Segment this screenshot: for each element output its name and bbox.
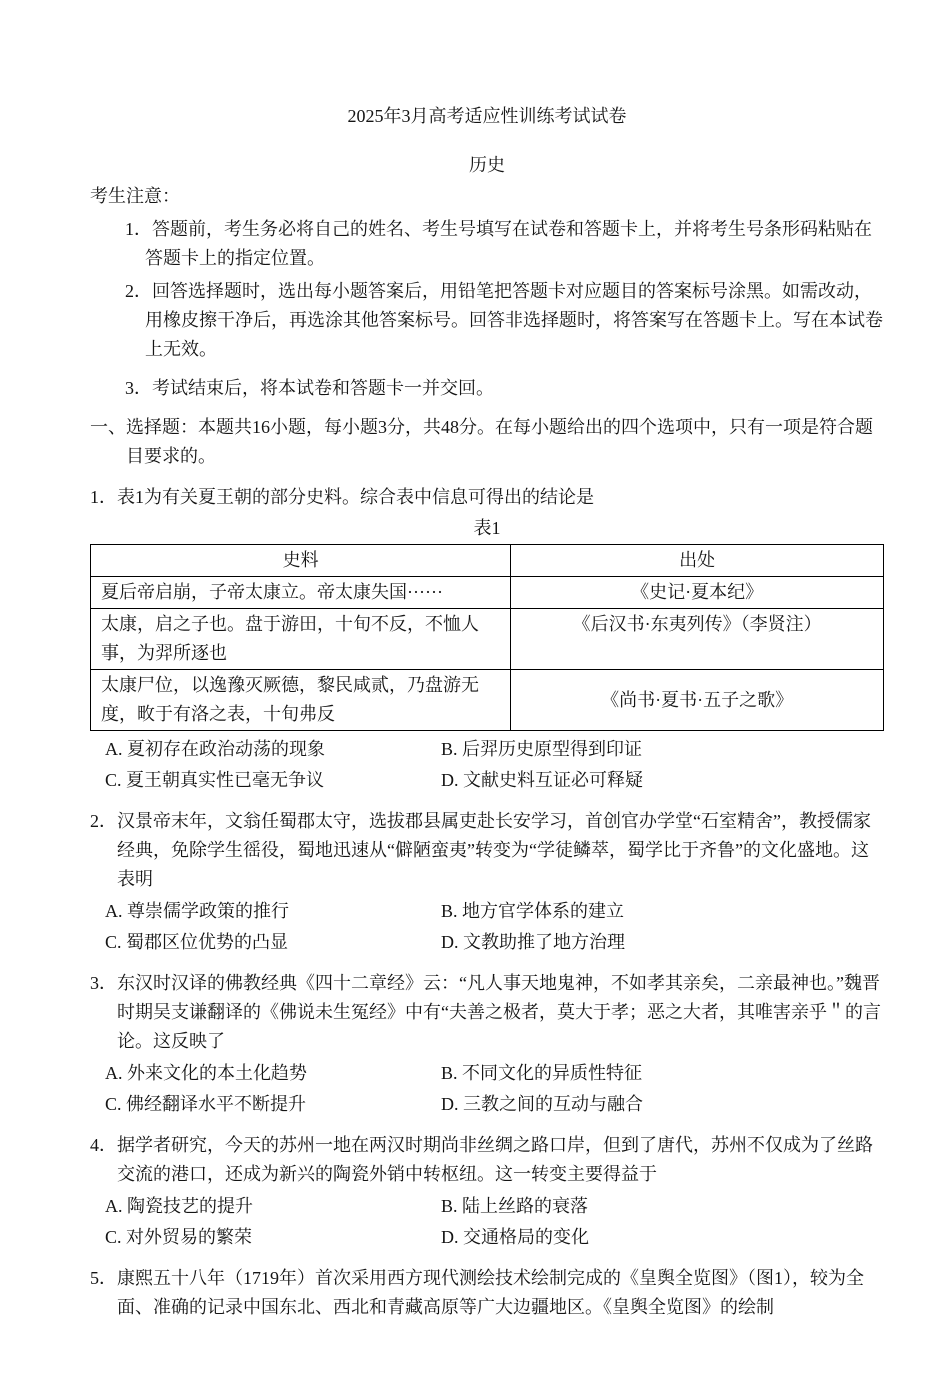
question-number: 4． [90, 1135, 117, 1155]
question-4-stem [90, 1131, 884, 1189]
question-3-stem [90, 969, 884, 1056]
question-2-options [90, 897, 884, 957]
option-c: C. 对外贸易的繁荣 [105, 1227, 253, 1247]
question-text: 表1为有关夏王朝的部分史料。综合表中信息可得出的结论是 [117, 487, 594, 507]
question-text: 据学者研究，今天的苏州一地在两汉时期尚非丝绸之路口岸，但到了唐代，苏州不仅成为了丝路交流的港口，还成为新兴的陶瓷外销中转枢纽。这一转变主要得益于 [117, 1135, 873, 1184]
question-1-stem [90, 483, 884, 512]
table-row [91, 577, 884, 609]
table-header-source: 史料 [91, 545, 511, 577]
option-b: B. 后羿历史原型得到印证 [441, 739, 643, 759]
question-text: 康熙五十八年（1719年）首次采用西方现代测绘技术绘制完成的《皇舆全览图》（图1），较为全面、准确的记录中国东北、西北和青藏高原等广大边疆地区。《皇舆全览图》的绘制 [117, 1268, 864, 1317]
table-row [91, 609, 884, 670]
option-b: B. 陆上丝路的衰落 [441, 1196, 589, 1216]
option-c: C. 夏王朝真实性已毫无争议 [105, 770, 325, 790]
option-d: D. 三教之间的互动与融合 [441, 1094, 643, 1114]
option-a: A. 外来文化的本土化趋势 [105, 1063, 307, 1083]
option-d: D. 交通格局的变化 [441, 1227, 589, 1247]
table-cell-source: 太康尸位，以逸豫灭厥德，黎民咸贰，乃盘游无度，畋于有洛之表，十旬弗反 [91, 670, 511, 731]
question-2 [90, 807, 884, 957]
question-2-stem [90, 807, 884, 894]
question-text: 东汉时汉译的佛教经典《四十二章经》云：“凡人事天地鬼神，不如孝其亲矣，二亲最神也。”魏晋时期吴支谦翻译的《佛说未生冤经》中有“夫善之极者，莫大于孝；恶之大者，其唯害亲乎＂的言论。这反映了 [117, 973, 881, 1051]
option-b: B. 地方官学体系的建立 [441, 901, 625, 921]
exam-title: 2025年3月高考适应性训练考试试卷 [347, 106, 627, 126]
question-number: 2． [90, 811, 117, 831]
question-text: 汉景帝末年，文翁任蜀郡太守，选拔郡县属吏赴长安学习，首创官办学堂“石室精舍”，教授儒家经典，免除学生徭役，蜀地迅速从“僻陋蛮夷”转变为“学徒鳞萃，蜀学比于齐鲁”的文化盛地。这表明 [117, 811, 871, 889]
question-5 [90, 1264, 884, 1322]
notice-item-1: 1．答题前，考生务必将自己的姓名、考生号填写在试卷和答题卡上，并将考生号条形码粘贴在答题卡上的指定位置。 [125, 219, 872, 268]
option-a: A. 夏初存在政治动荡的现象 [105, 739, 325, 759]
table-cell-origin: 《尚书·夏书·五子之歌》 [511, 670, 884, 731]
question-number: 3． [90, 973, 117, 993]
table-caption: 表1 [473, 518, 501, 538]
notice-heading: 考生注意： [90, 186, 180, 206]
table-cell-source: 太康，启之子也。盘于游田，十旬不反，不恤人事，为羿所逐也 [91, 609, 511, 670]
question-4-options [90, 1192, 884, 1252]
question-3-options [90, 1059, 884, 1119]
candidate-notice [90, 182, 884, 403]
table-cell-origin: 《后汉书·东夷列传》（李贤注） [511, 609, 884, 670]
option-a: A. 陶瓷技艺的提升 [105, 1196, 253, 1216]
question-1-options [90, 735, 884, 795]
option-c: C. 蜀郡区位优势的凸显 [105, 932, 289, 952]
notice-item-2: 2．回答选择题时，选出每小题答案后，用铅笔把答题卡对应题目的答案标号涂黑。如需改动，用橡皮擦干净后，再选涂其他答案标号。回答非选择题时，将答案写在答题卡上。写在本试卷上无效。 [125, 281, 883, 359]
question-3 [90, 969, 884, 1119]
notice-item-3: 3．考试结束后，将本试卷和答题卡一并交回。 [125, 378, 494, 398]
historical-sources-table [90, 544, 884, 731]
table-row [91, 670, 884, 731]
question-number: 5． [90, 1268, 117, 1288]
option-d: D. 文献史料互证必可释疑 [441, 770, 643, 790]
table-cell-origin: 《史记·夏本纪》 [511, 577, 884, 609]
option-a: A. 尊崇儒学政策的推行 [105, 901, 289, 921]
question-5-stem [90, 1264, 884, 1322]
question-4 [90, 1131, 884, 1252]
table-cell-source: 夏后帝启崩，子帝太康立。帝太康失国······ [91, 577, 511, 609]
section-intro: 一、选择题：本题共16小题，每小题3分，共48分。在每小题给出的四个选项中，只有一项是符合题目要求的。 [90, 417, 873, 466]
table-header-origin: 出处 [511, 545, 884, 577]
option-c: C. 佛经翻译水平不断提升 [105, 1094, 307, 1114]
exam-subject: 历史 [469, 155, 505, 175]
table-header-row [91, 545, 884, 577]
option-d: D. 文教助推了地方治理 [441, 932, 625, 952]
question-1 [90, 483, 884, 795]
question-number: 1． [90, 487, 117, 507]
option-b: B. 不同文化的异质性特征 [441, 1063, 643, 1083]
